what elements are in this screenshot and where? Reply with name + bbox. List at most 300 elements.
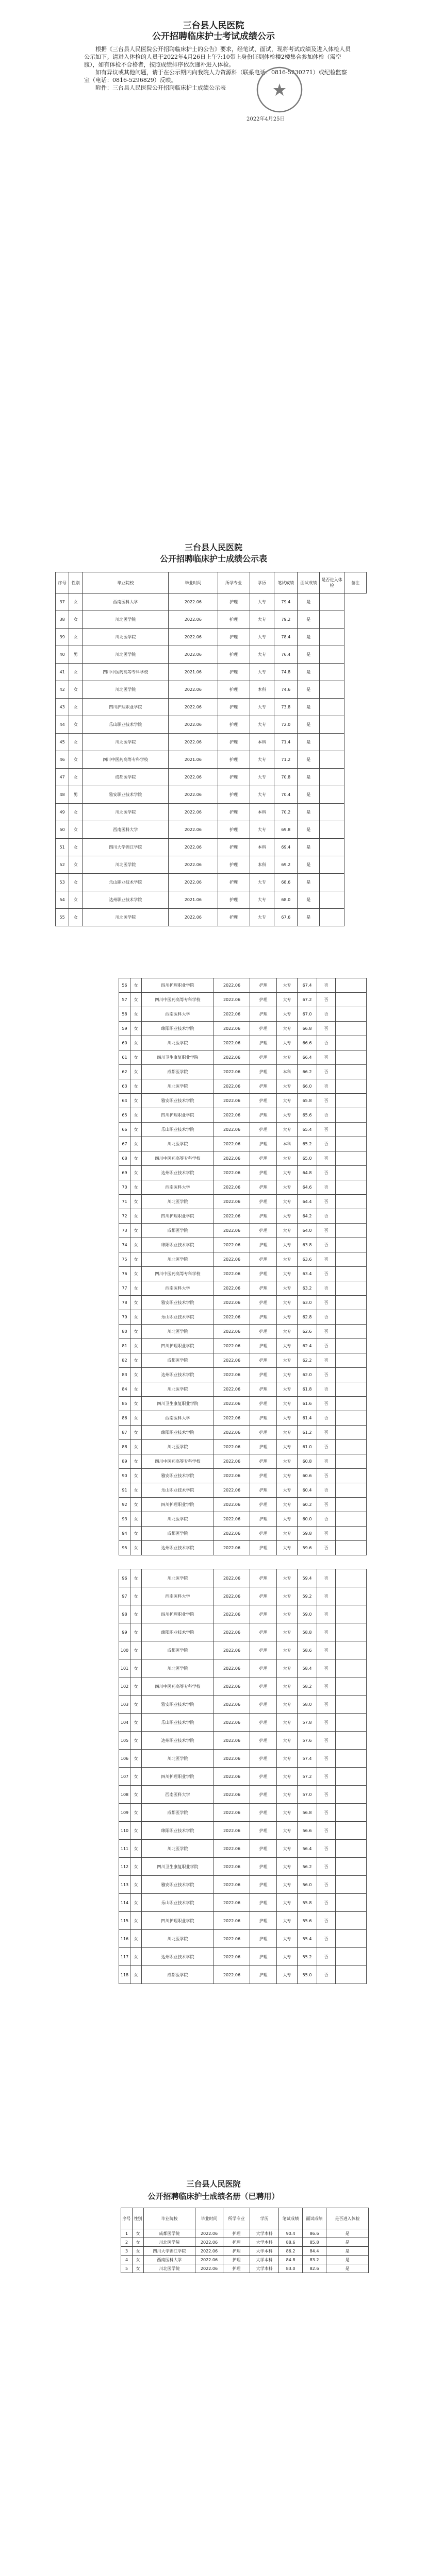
table-cell: 2022.06 [214,1587,250,1605]
table-cell: 110 [119,1822,130,1840]
table-cell: 护理 [250,1180,277,1195]
table-cell: 本科 [250,681,274,699]
table-cell [320,646,344,664]
table-cell: 大专 [250,629,274,646]
table-cell: 护理 [218,594,250,611]
table-cell: 护理 [250,1623,277,1641]
table-cell: 女 [133,2229,144,2238]
table-cell: 2022.06 [214,1541,250,1555]
table-cell: 是 [326,2264,369,2273]
table-cell: 76 [119,1267,130,1281]
table-cell: 护理 [223,2256,250,2264]
table-cell: 护理 [250,1195,277,1209]
table-cell: 2022.06 [214,1325,250,1339]
table-cell [336,1930,367,1948]
table-cell: 本科 [277,1137,298,1151]
table-cell [320,751,344,769]
table-row [119,1238,367,1252]
table-cell: 54 [56,891,69,909]
table-cell: 是 [298,734,320,751]
table-cell: 88 [119,1440,130,1454]
table-cell: 1 [121,2229,133,2238]
table-cell: 西南医科大学 [142,1411,214,1426]
table-cell: 58 [119,1007,130,1022]
table-cell: 护理 [250,1641,277,1659]
table-cell [336,1296,367,1310]
table-cell: 女 [130,1512,142,1527]
table-cell: 女 [130,1587,142,1605]
table-cell: 川北医学院 [142,1079,214,1094]
table-cell: 护理 [250,1238,277,1252]
table-cell: 川北医学院 [83,856,169,874]
table-cell [336,1912,367,1930]
table-cell [336,1623,367,1641]
table-cell [336,1750,367,1768]
table-cell [336,1966,367,1984]
table-row [119,1587,367,1605]
table-row [56,839,367,856]
table-cell: 护理 [250,1325,277,1339]
table-cell: 2021.06 [169,664,218,681]
table-cell: 护理 [223,2264,250,2273]
table-cell: 大专 [277,1209,298,1224]
table-cell: 2022.06 [214,1840,250,1858]
table-header-row [121,2208,369,2229]
table-cell: 女 [130,1840,142,1858]
table-cell: 大专 [277,1840,298,1858]
table-cell: 103 [119,1696,130,1714]
table-cell: 60.8 [298,1454,317,1469]
table-cell: 63.8 [298,1238,317,1252]
table-cell: 37 [56,594,69,611]
table-cell: 大专 [277,1252,298,1267]
table-cell: 绵阳职业技术学院 [142,1022,214,1036]
table-cell: 女 [130,1166,142,1180]
table-cell: 四川护理职业学院 [142,1209,214,1224]
table-cell: 护理 [250,1786,277,1804]
table-cell: 38 [56,611,69,629]
table-cell: 2022.06 [214,1007,250,1022]
table-cell: 67.2 [298,993,317,1007]
table-cell: 58.4 [298,1659,317,1677]
table-cell: 大学本科 [250,2264,279,2273]
table-cell: 否 [317,1469,336,1483]
table-row [56,856,367,874]
column-header: 是否进入体检 [320,572,344,594]
table-cell: 川北医学院 [142,1195,214,1209]
table-cell: 66.4 [298,1050,317,1065]
table-cell: 2022.06 [195,2264,223,2273]
table-cell: 63.2 [298,1281,317,1296]
table-cell: 四川护理职业学院 [142,1108,214,1123]
table-cell: 否 [317,1677,336,1696]
intro-paragraph-1: 根据《三台县人民医院公开招聘临床护士的公告》要求，经笔试、面试，现将考试成绩及进入体检人员公示如下。请进入体检的人员于2022年4月26日上午7:10带上身份证到体检楼2楼集合参加体检（需空腹），如有体检不合格者，按照成绩排序依次递补进入体检。 [84,46,351,68]
table-cell: 本科 [250,734,274,751]
table-cell [320,909,344,926]
table-cell: 45 [56,734,69,751]
table-cell: 女 [130,1876,142,1894]
table-cell [336,1224,367,1238]
table-cell: 护理 [218,786,250,804]
table-cell: 2022.06 [214,1209,250,1224]
table-cell: 四川卫生康复职业学院 [142,1397,214,1411]
table-cell: 女 [130,1325,142,1339]
table-cell [320,769,344,786]
table-cell: 否 [317,1623,336,1641]
table-cell: 大专 [277,1426,298,1440]
table-cell: 85.8 [303,2238,326,2247]
table-cell: 护理 [250,1912,277,1930]
table-cell: 2022.06 [214,1094,250,1108]
table-cell: 2022.06 [214,1696,250,1714]
table-cell: 女 [130,1238,142,1252]
table-cell: 护理 [218,856,250,874]
score-table-1 [55,572,367,926]
table-cell: 55.2 [298,1948,317,1966]
table-cell [336,1310,367,1325]
table-cell: 2022.06 [214,1137,250,1151]
table-cell: 大专 [277,1659,298,1677]
table-cell: 2022.06 [214,1714,250,1732]
table-cell: 大专 [277,1948,298,1966]
notice-title: 公开招聘临床护士考试成绩公示 [152,31,275,42]
table-cell [336,1022,367,1036]
table-cell: 2022.06 [214,1930,250,1948]
table-row [119,1641,367,1659]
table-cell: 女 [130,1768,142,1786]
table-cell: 成都医学院 [142,1641,214,1659]
table-cell: 四川大学锦江学院 [144,2247,195,2256]
table-cell: 女 [130,1696,142,1714]
table-cell [320,664,344,681]
table-cell: 护理 [250,1252,277,1267]
table-cell [336,1714,367,1732]
table-cell: 大专 [277,1696,298,1714]
table-row [119,1822,367,1840]
table-cell: 川北医学院 [142,1840,214,1858]
table-cell: 护理 [218,611,250,629]
table-cell: 118 [119,1966,130,1984]
table-cell: 66 [119,1123,130,1137]
table-cell: 大专 [277,1750,298,1768]
table-cell: 护理 [250,1123,277,1137]
table-cell: 2022.06 [214,1353,250,1368]
table-cell: 女 [69,716,83,734]
table-cell: 护理 [250,1382,277,1397]
table-cell: 84.8 [279,2256,303,2264]
table-cell: 护理 [218,874,250,891]
table-cell: 护理 [250,1804,277,1822]
table-cell: 大专 [277,1368,298,1382]
table-cell: 78.4 [274,629,298,646]
table-row [119,1368,367,1382]
table-row [119,1750,367,1768]
table-cell: 2022.06 [214,1382,250,1397]
table-cell: 67.6 [274,909,298,926]
table-cell: 四川中医药高等专科学校 [142,1267,214,1281]
table-cell: 81 [119,1339,130,1353]
score-table-3 [119,1569,367,1984]
column-header: 序号 [56,572,69,594]
table-cell: 大专 [277,1267,298,1281]
table-cell: 护理 [250,1541,277,1555]
table-row [119,1195,367,1209]
table-cell: 61 [119,1050,130,1065]
table-cell: 69.8 [274,821,298,839]
table-row [119,1252,367,1267]
table-cell: 川北医学院 [144,2264,195,2273]
table-cell: 四川护理职业学院 [142,1912,214,1930]
table-cell: 否 [317,1732,336,1750]
table-cell [336,1108,367,1123]
table-cell [336,1252,367,1267]
table-cell: 护理 [218,734,250,751]
table-row [121,2238,369,2247]
table-cell: 雅安职业技术学院 [142,1876,214,1894]
table-row [119,1541,367,1555]
table-cell [320,786,344,804]
table-cell: 女 [130,1339,142,1353]
table-cell: 大专 [277,1677,298,1696]
table-cell: 大专 [250,874,274,891]
table-cell: 否 [317,1339,336,1353]
table-cell: 86.6 [303,2229,326,2238]
table-cell [336,1195,367,1209]
table-cell: 四川中医药高等专科学校 [83,751,169,769]
table-cell: 大专 [277,1094,298,1108]
table-cell: 否 [317,1007,336,1022]
table-cell: 是 [326,2229,369,2238]
table-cell: 护理 [250,1151,277,1166]
table-cell: 否 [317,1108,336,1123]
table-row [121,2229,369,2238]
table-cell: 成都医学院 [142,1224,214,1238]
table-cell: 否 [317,1079,336,1094]
table-cell [320,594,344,611]
table-row [119,1339,367,1353]
table-cell: 女 [133,2247,144,2256]
table-cell: 56 [119,978,130,993]
table-cell: 71.2 [274,751,298,769]
table-cell: 是 [326,2256,369,2264]
table-cell [320,874,344,891]
table-cell: 四川护理职业学院 [142,978,214,993]
table-cell: 否 [317,1065,336,1079]
table-cell [336,1732,367,1750]
table-cell: 69.2 [274,856,298,874]
table-cell: 四川卫生康复职业学院 [142,1858,214,1876]
table-cell: 108 [119,1786,130,1804]
hired-table [121,2208,369,2273]
table-cell: 川北医学院 [142,1137,214,1151]
table-row [119,1605,367,1623]
table-cell: 65.4 [298,1123,317,1137]
table-cell: 90.4 [279,2229,303,2238]
table-cell: 四川护理职业学院 [83,699,169,716]
table-cell: 护理 [218,646,250,664]
table-cell: 2022.06 [169,646,218,664]
table-row [119,1426,367,1440]
table-cell: 护理 [250,1948,277,1966]
table-cell: 2022.06 [214,1050,250,1065]
table-cell: 112 [119,1858,130,1876]
table-cell: 雅安职业技术学院 [142,1094,214,1108]
table-cell: 否 [317,1483,336,1498]
table-cell: 护理 [250,1696,277,1714]
table-cell: 83.0 [279,2264,303,2273]
table-cell: 59.4 [298,1569,317,1587]
table-cell: 女 [130,1368,142,1382]
table-cell: 61.2 [298,1426,317,1440]
table-row [119,1050,367,1065]
table-cell: 否 [317,1267,336,1281]
table-cell: 女 [130,1786,142,1804]
table-row [119,1469,367,1483]
table-cell: 大专 [277,1353,298,1368]
table-cell: 55.6 [298,1912,317,1930]
table-cell: 护理 [250,1483,277,1498]
table-row [119,978,367,993]
table-cell [336,1641,367,1659]
table-cell: 否 [317,1804,336,1822]
table-cell: 护理 [250,1840,277,1858]
table-cell: 61.4 [298,1411,317,1426]
table-cell [336,1166,367,1180]
table-row [121,2247,369,2256]
table-cell: 2022.06 [195,2229,223,2238]
table-cell: 川北医学院 [142,1659,214,1677]
table-cell: 63.0 [298,1296,317,1310]
table-cell: 女 [130,1022,142,1036]
table-cell: 是 [298,664,320,681]
table-cell: 2022.06 [195,2256,223,2264]
table-cell: 乐山职业技术学院 [142,1310,214,1325]
table-cell [336,1281,367,1296]
table-cell: 105 [119,1732,130,1750]
table-cell: 护理 [218,664,250,681]
table-cell: 大专 [277,1623,298,1641]
table-cell: 成都医学院 [142,1804,214,1822]
table-cell: 2022.06 [214,1411,250,1426]
score-table-2 [119,978,367,1555]
table-cell: 否 [317,1382,336,1397]
table-row [121,2264,369,2273]
table-cell: 49 [56,804,69,821]
table-cell: 女 [69,611,83,629]
table-row [119,1894,367,1912]
table-cell: 66.0 [298,1079,317,1094]
table-cell: 四川护理职业学院 [142,1498,214,1512]
table-cell: 2022.06 [169,611,218,629]
table-cell: 83.2 [303,2256,326,2264]
table-row [119,1966,367,1984]
table-row [119,1094,367,1108]
table-cell: 44 [56,716,69,734]
table-cell: 2022.06 [214,978,250,993]
table-cell: 西南医科大学 [142,1281,214,1296]
table-cell: 否 [317,1641,336,1659]
table-cell: 大专 [277,1858,298,1876]
table-cell: 大专 [250,821,274,839]
table-cell: 女 [130,1527,142,1541]
table-cell [320,611,344,629]
column-header: 学历 [250,2208,279,2229]
table-cell: 乐山职业技术学院 [83,874,169,891]
table-cell: 护理 [218,839,250,856]
table-cell: 四川护理职业学院 [142,1339,214,1353]
table-cell: 2022.06 [214,1454,250,1469]
table-cell: 女 [130,1397,142,1411]
table-cell [336,1483,367,1498]
table-cell: 60 [119,1036,130,1050]
table-cell: 本科 [250,804,274,821]
table-cell: 113 [119,1876,130,1894]
table-cell [336,1325,367,1339]
table-cell [336,1094,367,1108]
table-cell: 护理 [250,1498,277,1512]
table-cell: 女 [133,2238,144,2247]
table-cell: 67 [119,1137,130,1151]
table-cell: 59.2 [298,1587,317,1605]
table-cell: 西南医科大学 [142,1007,214,1022]
table-cell: 女 [130,1605,142,1623]
table-cell: 71.4 [274,734,298,751]
table-cell: 乐山职业技术学院 [83,716,169,734]
table-cell: 大专 [277,1007,298,1022]
table-cell: 2022.06 [214,1659,250,1677]
table1-title-line1: 三台县人民医院 [184,543,242,552]
table-cell: 大专 [277,1108,298,1123]
table-cell: 2022.06 [214,1894,250,1912]
table-cell: 85 [119,1397,130,1411]
table-cell: 护理 [250,1587,277,1605]
table-cell: 64.4 [298,1195,317,1209]
table-cell: 否 [317,1252,336,1267]
table-cell: 成都医学院 [144,2229,195,2238]
table-cell: 否 [317,1912,336,1930]
table-cell: 否 [317,1605,336,1623]
table-cell: 100 [119,1641,130,1659]
table-cell: 川北医学院 [142,1569,214,1587]
table-cell: 否 [317,1238,336,1252]
table-cell: 72.0 [274,716,298,734]
table-cell: 达州职业技术学院 [142,1732,214,1750]
table-cell: 西南医科大学 [83,821,169,839]
table-cell: 女 [130,1050,142,1065]
table-cell: 2022.06 [214,1397,250,1411]
table-row [119,1804,367,1822]
table-cell: 60.4 [298,1483,317,1498]
table-row [119,1065,367,1079]
table-row [119,1137,367,1151]
table-cell: 73.8 [274,699,298,716]
table-cell: 护理 [250,1714,277,1732]
table-cell [336,1894,367,1912]
table-cell: 2022.06 [214,1768,250,1786]
table-cell: 2022.06 [169,699,218,716]
table-cell: 女 [130,1252,142,1267]
table-cell: 89 [119,1454,130,1469]
table-cell: 川北医学院 [142,1440,214,1454]
table-cell: 大专 [277,1079,298,1094]
table-cell: 女 [130,1641,142,1659]
table-cell: 大专 [277,1454,298,1469]
table-cell: 乐山职业技术学院 [142,1483,214,1498]
table-cell: 川北医学院 [142,1036,214,1050]
table-cell: 护理 [250,1166,277,1180]
table-cell: 四川中医药高等专科学校 [142,993,214,1007]
table-cell: 护理 [250,1296,277,1310]
